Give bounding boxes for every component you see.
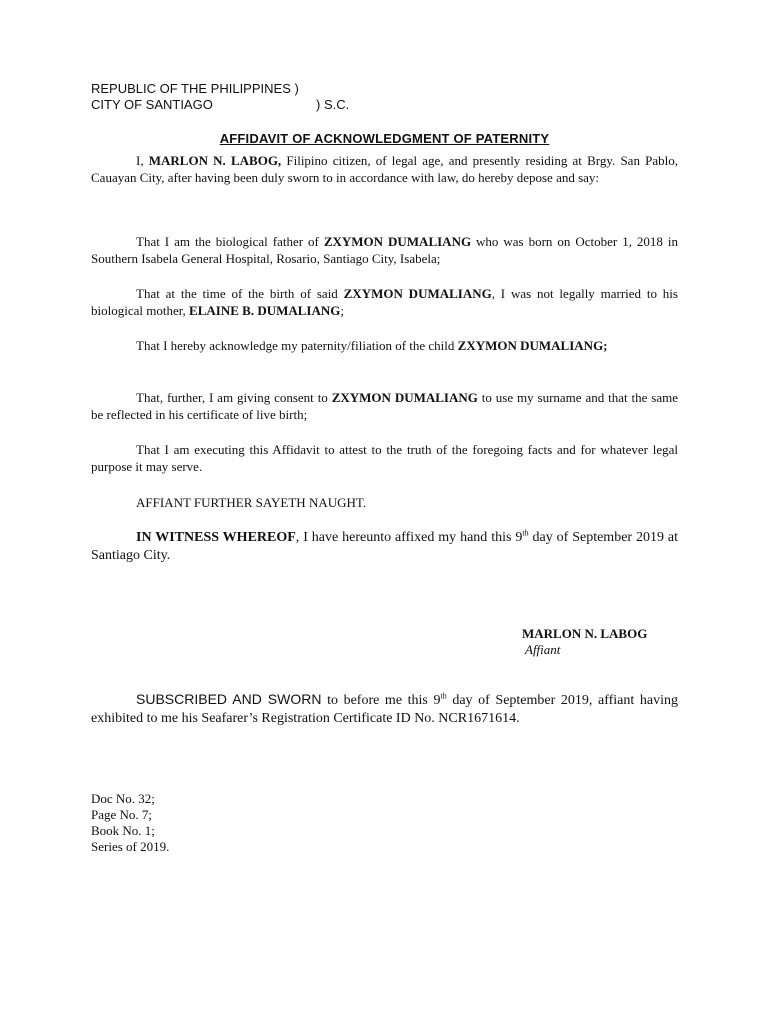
paragraph-biological-father xyxy=(91,233,678,267)
venue-block xyxy=(91,81,678,113)
signature-block xyxy=(522,626,647,658)
witness-whereof-heading: IN WITNESS WHEREOF xyxy=(136,530,296,545)
signatory-role: Affiant xyxy=(525,642,561,657)
p3-child-name: ZXYMON DUMALIANG xyxy=(343,286,492,301)
notarial-series: Series of 2019. xyxy=(91,839,170,854)
paragraph-consent xyxy=(91,389,678,423)
p1-text-a: I, xyxy=(136,153,149,168)
paragraph-sayeth-naught: AFFIANT FURTHER SAYETH NAUGHT. xyxy=(136,495,367,510)
p8-text-c: day of September 2019 at Santiago City. xyxy=(91,530,678,563)
venue-sc: ) S.C. xyxy=(316,97,350,112)
paragraph-witness-whereof xyxy=(91,528,678,564)
venue-city: CITY OF SANTIAGO xyxy=(91,97,213,112)
p5-text-c: to use my surname and that the same be reflected in his certificate of live birth; xyxy=(91,390,678,422)
notarial-register xyxy=(91,791,169,855)
venue-line-2 xyxy=(91,97,678,113)
p5-child-name: ZXYMON DUMALIANG xyxy=(331,390,478,405)
jurat-text-c: day of September 2019, affiant having exhibited to me his Seafarer’s Registration Certificate ID No. NCR1671614. xyxy=(91,693,678,726)
p8-text-b: , I have hereunto affixed my hand this 9 xyxy=(295,530,523,545)
notarial-book-no: Book No. 1; xyxy=(91,823,155,838)
paragraph-acknowledge xyxy=(91,337,678,354)
venue-republic: REPUBLIC OF THE PHILIPPINES ) xyxy=(91,81,299,96)
document-title: AFFIDAVIT OF ACKNOWLEDGMENT OF PATERNITY xyxy=(219,131,550,146)
p2-text-a: That I am the biological father of xyxy=(136,234,324,249)
p8-ordinal-suffix: th xyxy=(522,528,529,538)
paragraph-jurat xyxy=(91,691,678,727)
p1-affiant-name: MARLON N. LABOG, xyxy=(148,153,282,168)
p5-text-a: That, further, I am giving consent to xyxy=(136,390,332,405)
p4-text-a: That I hereby acknowledge my paternity/filiation of the child xyxy=(136,338,458,353)
p1-text-c: Filipino citizen, of legal age, and presently residing at Brgy. San Pablo, Cauayan City, after having been duly sworn to in accordance with law, do hereby depose and say: xyxy=(91,153,678,185)
p3-text-c: , I was not legally married to his biological mother, xyxy=(91,286,678,318)
notarial-doc-no: Doc No. 32; xyxy=(91,791,155,806)
paragraph-not-married xyxy=(91,285,678,319)
venue-line-1 xyxy=(91,81,678,97)
p3-text-e: ; xyxy=(340,303,344,318)
p2-child-name: ZXYMON DUMALIANG xyxy=(323,234,472,249)
paragraph-executing: That I am executing this Affidavit to attest to the truth of the foregoing facts and for whatever legal purpose it may serve. xyxy=(91,442,678,474)
p3-text-a: That at the time of the birth of said xyxy=(136,286,344,301)
jurat-heading: SUBSCRIBED AND SWORN xyxy=(136,691,322,707)
paragraph-affiant-intro xyxy=(91,152,678,186)
affidavit-page xyxy=(91,0,678,1024)
jurat-text-b: to before me this 9 xyxy=(321,693,441,708)
signatory-name: MARLON N. LABOG xyxy=(522,626,648,641)
p2-text-c: who was born on October 1, 2018 in Southern Isabela General Hospital, Rosario, Santiago City, Isabela; xyxy=(91,234,678,266)
jurat-ordinal-suffix: th xyxy=(440,691,447,701)
p3-mother-name: ELAINE B. DUMALIANG xyxy=(189,303,341,318)
notarial-page-no: Page No. 7; xyxy=(91,807,153,822)
p4-child-name: ZXYMON DUMALIANG; xyxy=(457,338,608,353)
